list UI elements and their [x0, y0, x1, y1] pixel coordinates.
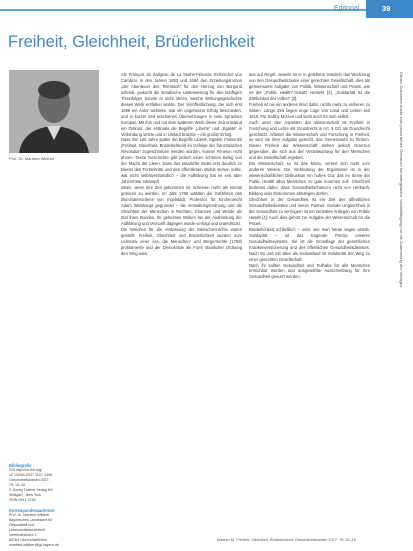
correspondence-line: Bayerisches Landesamt für: [9, 518, 53, 522]
photo-caption: Prof. Dr. Manfred Wildner: [9, 156, 55, 161]
page-number: 39: [382, 4, 391, 13]
bibliography-line: 10.1055/s-0037-1107-1456: [9, 473, 53, 477]
body-paragraph: Die Wissenschaft, so ist das Motto, verliert sich nicht vom anderen Wesen. Die Verbreitung der Ergebnisse ist in der wissenschaftlichen Diskussion ein hohes Gut, das im Sinne der Public Health allen Menschen zu gute kommen soll. Gleichheit bedeutet dabei, dass Gesundheitschancen nicht von Herkunft, Bildung oder Einkommen abhängen dürfen.: [249, 161, 370, 197]
body-paragraph: Freiheit ist nie ein anderes Wort dafür, nichts mehr zu verlieren zu haben. Lange Zeit liegen enge Lage von Land und Leben seit 1810. Für Bobby McGee und wohl auch für sich selbst.: [249, 101, 370, 119]
bibliography-line: © Georg Thieme Verlag KG: [9, 488, 53, 492]
sidebar-meta: [9, 463, 111, 548]
body-paragraph: Nach ihr sollten Gesundheit und Teilhabe für alle Menschen erreichbar werden und ausgewählte Ausschreibung für ihre Gesundheit genutzt werden.: [249, 262, 370, 280]
citation-footer: Wildner M. Freiheit, Gleichheit, Brüderlichkeit. Gesundheitswesen 2017; 79: 15–16: [217, 538, 356, 542]
header-rule: [0, 9, 370, 11]
correspondence-heading: Korrespondenzadresse: [9, 508, 55, 513]
header-bar: [0, 0, 413, 24]
correspondence-line: Veterinärstraße 2: [9, 533, 37, 537]
section-label: Editorial: [334, 5, 360, 12]
bibliography-line: 79: 15–16: [9, 483, 25, 487]
body-paragraph: Als François de Salignac de La Mothe-Fénelon, Erzbischof von Cambrai, in den Jahren 1693 und 1694 den Erziehungsroman „Die Abenteuer des Telemach“ für den Herzog von Burgund schrieb, gedacht als moralische Unterweisung für den künftigen Thronfolger, konnte er nicht ahnen, welche Wirkungsgeschichte dieses Werk entfalten würde. Der Veröffentlichung, der sich erst 1699 ein Autor widmete, war ein ungeheurer Erfolg beschieden, und in kurzer Zeit erschienen Übersetzungen in viele Sprachen Europas. Mit ihm und mit dem späteren Werk dieser Zeit entstand ein Diskurs, der erstmals die Begriffe „Liberté“ und „Égalité“ in Verbindung setzte und in Umlauf brachte – ein großer Erfolg.: [121, 72, 242, 137]
bibliography-line: DOI http://dx.doi.org/: [9, 468, 43, 472]
bibliography-line: Gesundheitswesen 2017;: [9, 478, 50, 482]
download-notice: Dieses Dokument wurde zum persönlichen Gebrauch heruntergeladen. Vervielfältigung nur mit Zustimmung des Verlages.: [399, 72, 404, 289]
body-paragraph: Die Weichen für die Verfassung der Menschenrechte waren gestellt: Freiheit, Gleichheit und Brüderlichkeit wurden zum Leitmotiv einer Ära, die Menschen- und Bürgerrechte (1789) proklamierte und der Demokratie als Form staatlicher Ordnung den Weg wies.: [121, 226, 242, 256]
author-photo: [9, 70, 99, 153]
author-portrait-icon: [9, 70, 99, 153]
bibliography-line: ISSN 0941-3790: [9, 498, 36, 502]
correspondence-line: Prof. Dr. Manfred Wildner: [9, 513, 50, 517]
body-paragraph: Dass ihm 100 Jahre später die Begriffe Liberté, Egalité, Fraternité (Freiheit, Gleichheit, Brüderlichkeit) im Gefolge der französischen Revolution zugeschrieben werden würden, konnte Fénelon nicht ahnen. Diese Geschichte gibt jedoch einen schönen Beleg von der Macht der Ideen. Dass das staatliche Motto erst deutlich im Dienst des Fortschritts und des öffentlichen Wohls stehen sollte, war nicht selbstverständlich – die Aufklärung hat es erst über Jahrzehnte erkämpft.: [121, 137, 242, 185]
body-paragraph: Gleichheit in der Gesundheit ist ein Ziel des öffentlichen Gesundheitsdienstes und seiner Partner. Soziale Ungleichheit in der Gesundheit zu verringern ist ein zentrales Anliegen von Public Health [4]. Auch dies gehört zur Aufgabe der Wissenschaft für die Praxis.: [249, 197, 370, 226]
article-title: Freiheit, Gleichheit, Brüderlichkeit: [8, 33, 255, 51]
body-paragraph: Ideen, wenn ihre Zeit gekommen ist, scheinen mehr als einmal geboren zu werden. Im Jahr 1789 wählten die Gefährten des Illuminatenordens von Ingolstadt, Professor für Kirchenrecht Adam Weishaupt gegründet – die Verwaltungsordnung und die Gleichheit der Menschen in Rechten, Chancen und Würde als Ziel ihres Bundes. Ihr geheimes Wirken bei der Ausbreitung der Aufklärung und Vernunft dagegen wurde verfolgt und unterdrückt.: [121, 185, 242, 226]
correspondence-email[interactable]: manfred.wildner@lgl.bayern.de: [9, 543, 59, 547]
correspondence-line: Lebensmittelsicherheit: [9, 528, 45, 532]
body-paragraph: Brüderlichkeit schließlich – oder, wie man heute sagen würde, Solidarität – ist das tragende Prinzip unseres Gesundheitssystems. Sie ist die Grundlage der gesetzlichen Krankenversicherung und des öffentlichen Gesundheitsdienstes. Nach 50 und mit allen als Heimatland ist Solidarität der Weg zu einer gerechten Gesellschaft.: [249, 226, 370, 262]
bibliography-heading: Bibliografie: [9, 463, 32, 468]
correspondence-line: Gesundheit und: [9, 523, 35, 527]
body-column-1: [121, 72, 242, 535]
body-paragraph: aus auf Regel. Jeweils ist er in gelebtem Handeln das Werkzeug von den Gesundheitszielen einer gerechten Gesellschaft, dies als gemeinsame Aufgabe von Politik, Wissenschaft und Praxis, wie es der „Public Health“-Ansatz versteht [2]. „Solidarität ist die Zärtlichkeit der Völker“ [3].: [249, 72, 370, 101]
body-column-2: [249, 72, 370, 535]
correspondence-line: 85764 Oberschleißheim: [9, 538, 48, 542]
body-paragraph: Auch unter den Aspekten der Wissenschaft ist Freiheit in Forschung und Lehre als Grundrecht in Art. 5 GG als Grundrecht geschützt. Arbeitet die Wissenschaft und Forschung in Freiheit, so wird sie ihrer Aufgabe gerecht, das Gemeinwohl zu fördern. Dieser Freiheit der Wissenschaft stehen jedoch Grenzen gegenüber, die sich aus der Verantwortung für den Menschen und die Gesellschaft ergeben.: [249, 119, 370, 161]
bibliography-line: Stuttgart · New York: [9, 493, 41, 497]
